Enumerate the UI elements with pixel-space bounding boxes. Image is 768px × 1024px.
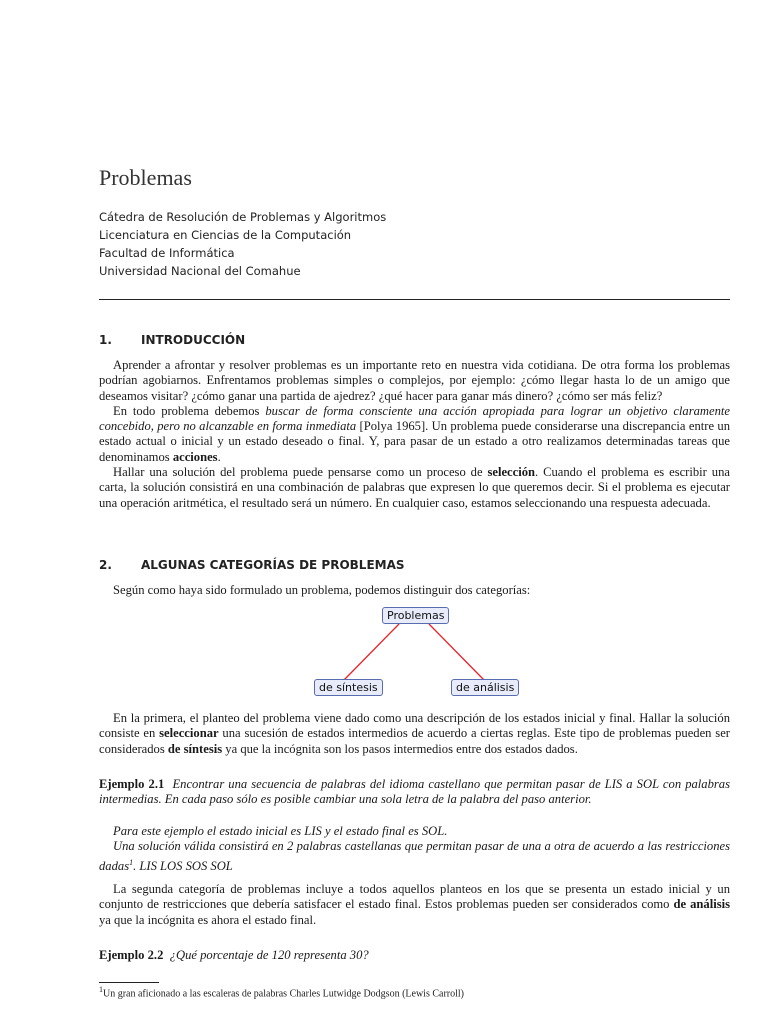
- footnote-ref[interactable]: 1: [129, 857, 134, 867]
- text-run: ya que la incógnita es ahora el estado final.: [99, 912, 317, 927]
- analysis-paragraph-block: [99, 882, 730, 928]
- footnote-rule: [99, 982, 159, 983]
- section-heading-1: [99, 333, 245, 347]
- text-run: [Polya 1965]. Un problema puede considerarse una discrepancia entre un estado actual o inicial y un estado deseado o final. Y, para pasar de un estado a otro realizamos determinadas tareas que denominamos: [99, 419, 730, 464]
- text-run: Hallar una solución del problema puede pensarse como un proceso de: [113, 465, 488, 480]
- example-text: Encontrar una secuencia de palabras del idioma castellano que permitan pasar de LIS a SOL con palabras intermedias. En cada paso sólo es posible cambiar una sola letra de la palabra del paso anterior.: [99, 777, 730, 807]
- bold-text: de síntesis: [167, 741, 223, 756]
- affiliation-line: Cátedra de Resolución de Problemas y Algoritmos: [99, 210, 387, 224]
- bold-text: seleccionar: [159, 726, 219, 741]
- intro-body: [99, 358, 730, 511]
- section-title: ALGUNAS CATEGORÍAS DE PROBLEMAS: [141, 558, 405, 572]
- solution-line-1: Para este ejemplo el estado inicial es LIS y el estado final es SOL.: [113, 824, 448, 838]
- section-number: 1.: [99, 333, 112, 347]
- example-label: Ejemplo 2.2: [99, 948, 164, 962]
- node-root: Problemas: [382, 607, 449, 624]
- section-number: 2.: [99, 558, 112, 572]
- example-text: ¿Qué porcentaje de 120 representa 30?: [169, 948, 369, 962]
- example-2-2: [99, 948, 730, 963]
- text-run: . LIS LOS SOS SOL: [133, 858, 233, 873]
- footnote: [99, 985, 464, 999]
- analysis-paragraph: [99, 882, 730, 928]
- categories-intro-text: Según como haya sido formulado un problema, podemos distinguir dos categorías:: [113, 583, 531, 597]
- text-run: En todo problema debemos: [113, 403, 266, 418]
- italic-text: buscar de forma consciente una acción apropiada para lograr un objetivo claramente concebido, pero no alcanzable en forma inmediata: [99, 403, 730, 434]
- example-statement: [99, 948, 730, 963]
- categories-diagram: [99, 600, 730, 705]
- synthesis-paragraph: [99, 711, 730, 757]
- text-run: Una solución válida consistirá en 2 palabras castellanas que permitan pasar de una a otra de acuerdo a las restricciones dadas: [99, 839, 730, 873]
- intro-paragraph-3: [99, 465, 730, 511]
- intro-paragraph-2: [99, 404, 730, 465]
- section-heading-2: [99, 558, 405, 572]
- text-run: ya que la incógnita son los pasos intermedios entre dos estados dados.: [222, 741, 578, 756]
- node-right: de análisis: [451, 679, 519, 696]
- footnote-mark: 1: [99, 985, 103, 994]
- header-rule: [99, 299, 730, 300]
- text-run: .: [217, 449, 221, 464]
- affiliation-block: [99, 208, 386, 280]
- affiliation-line: Licenciatura en Ciencias de la Computación: [99, 228, 352, 242]
- bold-text: acciones: [172, 449, 218, 464]
- intro-paragraph-1: Aprender a afrontar y resolver problemas es un importante reto en nuestra vida cotidiana. De otra forma los problemas podrían agobiarnos. Enfrentamos problemas simples o complejos, por ejemplo: ¿cómo llegar hasta lo de un amigo que deseamos visitar? ¿cómo ganar una partida de ajedrez? ¿qué hacer para ganar más dinero? ¿cómo ser más feliz?: [99, 358, 730, 403]
- page-title: Problemas: [99, 165, 192, 190]
- bold-text: selección: [487, 465, 536, 480]
- example-2-1: [99, 777, 730, 808]
- example-label: Ejemplo 2.1: [99, 777, 165, 791]
- text-run: En la primera, el planteo del problema viene dado como una descripción de los estados inicial y final. Hallar la solución consiste en: [99, 711, 730, 741]
- edge-left: [344, 624, 399, 680]
- categories-body: [99, 711, 730, 757]
- footnote-text: Un gran aficionado a las escaleras de palabras Charles Lutwidge Dodgson (Lewis Carroll): [103, 988, 464, 1000]
- example-statement: [99, 777, 730, 808]
- affiliation-line: Universidad Nacional del Comahue: [99, 264, 301, 278]
- categories-intro: [99, 583, 730, 598]
- example-2-1-solution: [99, 824, 730, 874]
- node-left: de síntesis: [314, 679, 383, 696]
- text-run: . Cuando el problema es escribir una carta, la solución consistirá en una combinación de palabras que expresen lo que queremos decir. Si el problema es ejecutar una operación aritmética, el resultado será un número. En cualquier caso, estamos seleccionando una respuesta adecuada.: [99, 465, 730, 510]
- section-title: INTRODUCCIÓN: [141, 333, 246, 347]
- edge-right: [429, 624, 484, 680]
- affiliation-line: Facultad de Informática: [99, 246, 235, 260]
- solution-line-2: [99, 839, 730, 874]
- text-run: La segunda categoría de problemas incluye a todos aquellos planteos en los que se presenta un estado inicial y un conjunto de restricciones que debería satisfacer el estado final. Estos problemas pueden ser considerados como: [99, 882, 730, 912]
- bold-text: de análisis: [673, 897, 730, 912]
- text-run: una sucesión de estados intermedios de acuerdo a ciertas reglas. Este tipo de problemas pueden ser considerados: [99, 726, 730, 756]
